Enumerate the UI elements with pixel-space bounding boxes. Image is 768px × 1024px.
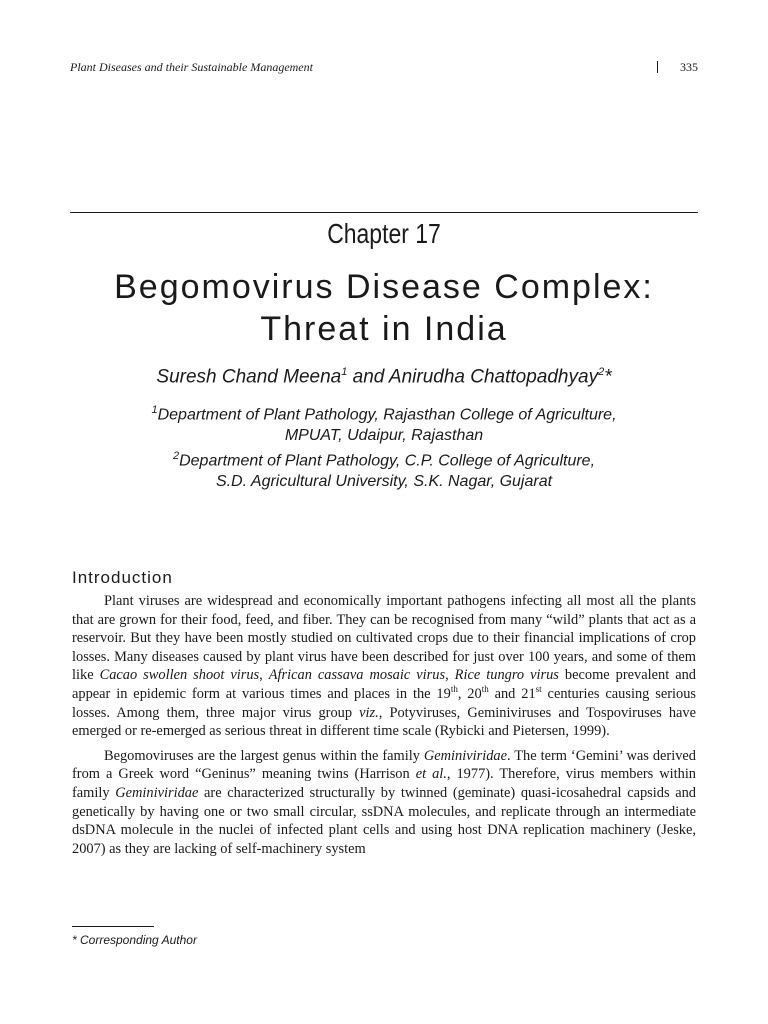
p1-text-6: , Potyviruses, Geminiviruses and Tospoviruses have emerged or re-emerged as serious threat in different time scale (Rybicki and Pietersen, 1999). xyxy=(72,704,697,740)
footnote-rule xyxy=(72,926,154,927)
chapter-title xyxy=(70,266,698,350)
chapter-title-line2: Threat in India xyxy=(260,310,508,348)
paragraph-1 xyxy=(72,592,696,741)
author-2-affiliation-mark: 2 xyxy=(598,366,605,378)
p1-ordinal-1: th xyxy=(450,684,458,695)
p1-comma-2: , xyxy=(445,667,455,684)
section-heading: Introduction xyxy=(72,568,173,587)
p1-virus-2: African cassava mosaic virus xyxy=(268,667,446,684)
affiliation-2-line2: S.D. Agricultural University, S.K. Nagar, Gujarat xyxy=(215,473,553,490)
corresponding-star: * xyxy=(604,366,612,388)
p1-text-4: and 21 xyxy=(488,685,536,702)
p1-text-1: Plant viruses are widespread and economically important pathogens infecting all most all the plants that are grown for their food, feed, and fiber. They can be recognised from many “wild” plants that act as a reservoir. But they have been mostly studied on cultivated crops due to their financial implications of crop losses. Many diseases caused by plant virus have been described for just over 100 years, and some of them like xyxy=(72,593,696,684)
p2-family-1: Geminiviridae xyxy=(423,747,507,764)
chapter-title-line1: Begomovirus Disease Complex: xyxy=(114,268,654,306)
affiliation-2-text: Department of Plant Pathology, C.P. College of Agriculture, xyxy=(179,452,596,470)
affiliation-2-line1 xyxy=(70,450,698,470)
p2-text-4: are characterized structurally by twinned (geminate) quasi-icosahedral capsids and genetically by having one or two small circular, ssDNA molecules, and replicate through an intermediate dsDNA molecule in the nuclei of infected plant cells and using host DNA replication machinery (Jeske, 2007) as they are lacking of self-machinery system xyxy=(72,784,696,857)
chapter-label: Chapter 17 xyxy=(327,218,441,249)
p1-comma-1: , xyxy=(259,667,269,684)
body-text xyxy=(72,592,696,864)
author-1-affiliation-mark: 1 xyxy=(341,366,348,378)
footnote: * Corresponding Author xyxy=(72,933,197,947)
p2-family-2: Geminiviridae xyxy=(115,784,199,801)
paragraph-2 xyxy=(72,747,696,859)
author-2: Anirudha Chattopadhyay xyxy=(388,366,599,388)
p2-text-3: 1977). Therefore, virus members within family xyxy=(72,766,697,801)
affiliation-1-line1 xyxy=(70,404,698,424)
chapter-top-rule xyxy=(70,212,698,213)
p1-viz: viz. xyxy=(359,704,379,721)
p1-text-5: centuries causing serious losses. Among them, three major virus group xyxy=(72,685,696,721)
affiliation-1-line2: MPUAT, Udaipur, Rajasthan xyxy=(284,427,484,444)
p1-ordinal-2: th xyxy=(481,684,489,695)
p2-et-al: et al., xyxy=(415,766,451,783)
page-number: 335 xyxy=(680,60,698,74)
p1-virus-3: Rice tungro virus xyxy=(454,667,559,684)
author-line xyxy=(70,366,698,388)
p1-text-3: , 20 xyxy=(457,685,482,702)
affiliation-1-mark: 1 xyxy=(151,404,158,416)
affiliation-2-mark: 2 xyxy=(172,450,180,462)
p1-virus-1: Cacao swollen shoot virus xyxy=(99,667,260,684)
running-head-title: Plant Diseases and their Sustainable Management xyxy=(70,60,313,74)
running-head xyxy=(70,60,698,75)
p1-ordinal-3: st xyxy=(535,684,542,695)
p1-text-2: become prevalent and appear in epidemic form at various times and places in the 19 xyxy=(72,667,696,702)
running-head-separator xyxy=(657,61,658,73)
p2-text-1: Begomoviruses are the largest genus within the family xyxy=(104,747,424,764)
affiliation-1-text: Department of Plant Pathology, Rajasthan College of Agriculture, xyxy=(157,406,617,424)
author-1: Suresh Chand Meena xyxy=(156,366,342,388)
author-connector: and xyxy=(347,366,389,388)
p2-text-2: . The term ‘Gemini’ was derived from a Greek word “Geninus” meaning twins (Harrison xyxy=(72,747,697,783)
